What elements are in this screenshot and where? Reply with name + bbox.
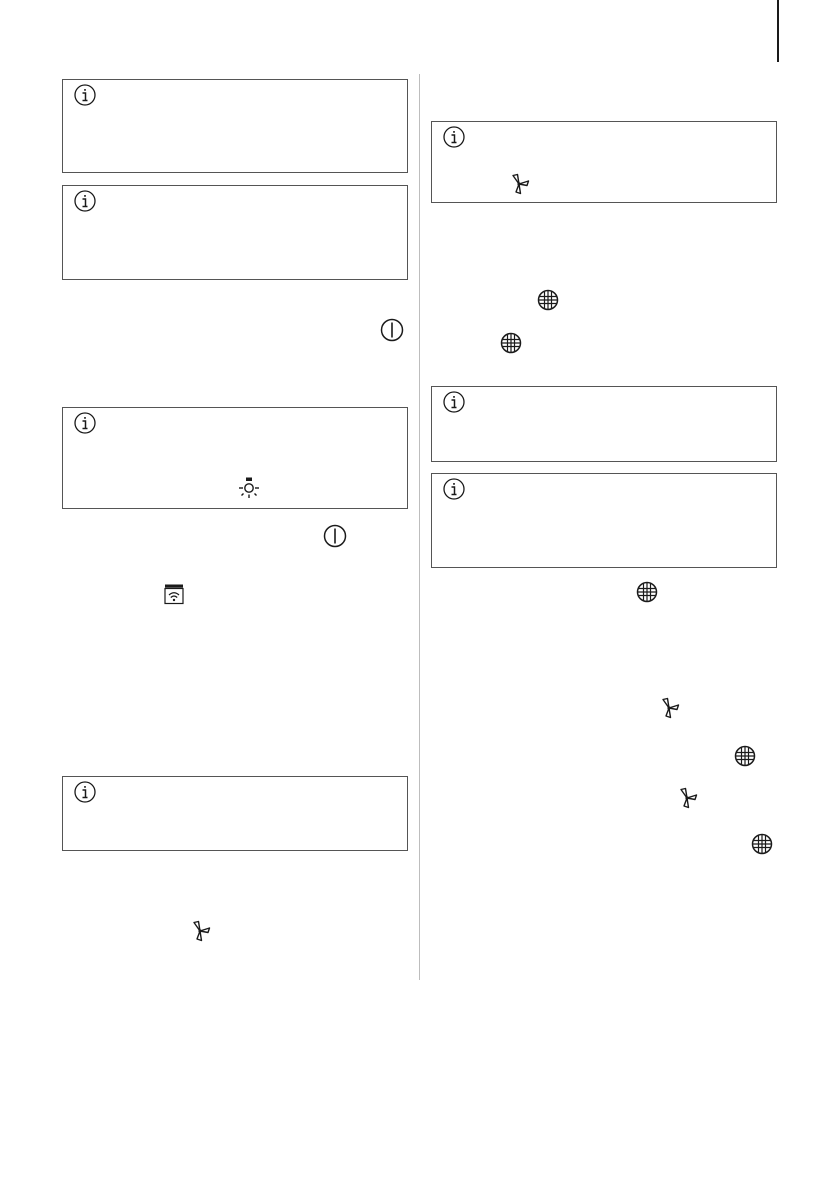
- info-icon: [74, 84, 96, 106]
- grease-filter-icon: [636, 581, 658, 603]
- power-icon: [380, 318, 404, 342]
- column-divider: [419, 74, 420, 980]
- light-icon: [237, 476, 261, 500]
- grease-filter-icon: [734, 745, 756, 767]
- grease-filter-icon: [537, 289, 559, 311]
- info-note-box: [62, 79, 408, 173]
- info-note-box: [62, 776, 408, 851]
- power-icon: [323, 524, 347, 548]
- info-icon: [443, 126, 465, 148]
- info-icon: [443, 391, 465, 413]
- info-icon: [74, 781, 96, 803]
- hob-to-hood-icon: [163, 583, 185, 605]
- info-icon: [74, 190, 96, 212]
- info-note-box: [431, 386, 777, 462]
- info-icon: [74, 412, 96, 434]
- grease-filter-icon: [500, 332, 522, 354]
- info-note-box: [62, 185, 408, 280]
- fan-icon: [675, 786, 699, 810]
- info-note-box: [431, 473, 777, 568]
- info-note-box: [431, 121, 777, 203]
- fan-icon: [188, 919, 212, 943]
- info-note-box: [62, 407, 408, 509]
- fan-icon: [507, 172, 531, 196]
- fan-icon: [657, 696, 681, 720]
- page-margin-rule: [777, 0, 779, 62]
- info-icon: [443, 478, 465, 500]
- grease-filter-icon: [751, 833, 773, 855]
